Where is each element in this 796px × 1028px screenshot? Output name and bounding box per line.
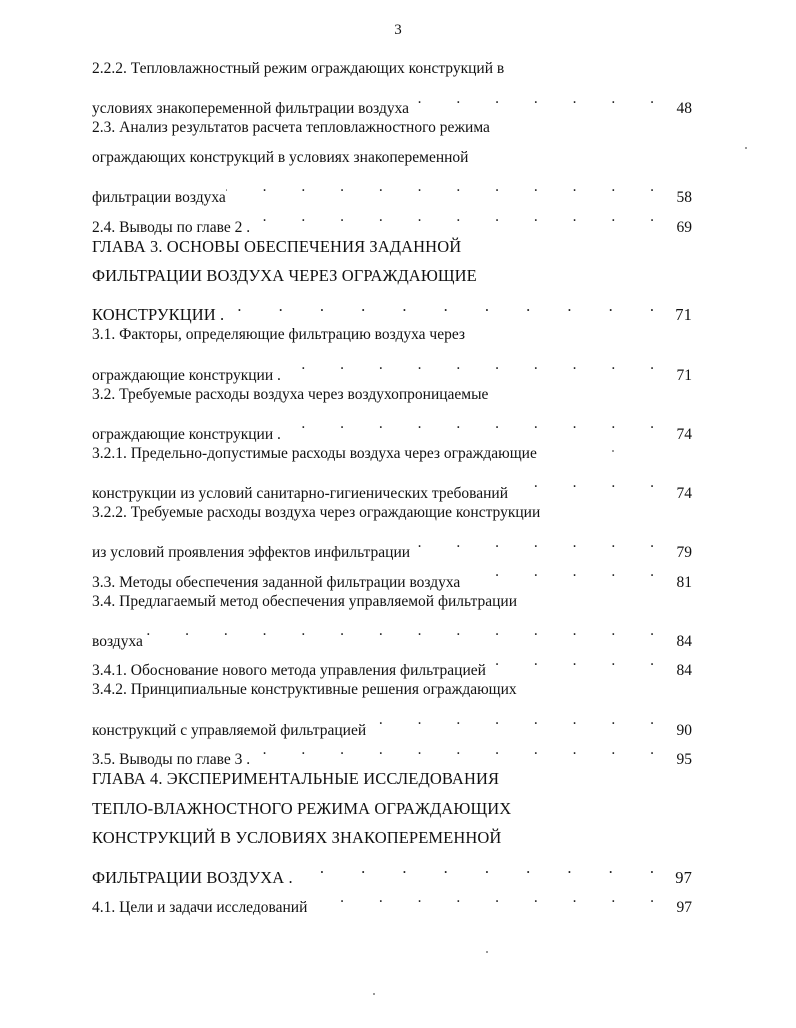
toc-entry-text: ГЛАВА 4. ЭКСПЕРИМЕНТАЛЬНЫЕ ИССЛЕДОВАНИЯ <box>92 769 500 789</box>
scan-speck <box>745 147 747 149</box>
toc-entry-text: ГЛАВА 3. ОСНОВЫ ОБЕСПЕЧЕНИЯ ЗАДАННОЙ <box>92 236 462 256</box>
toc-entry-text: 2.4. Выводы по главе 2 . <box>92 218 251 236</box>
toc-entry-text: ТЕПЛО-ВЛАЖНОСТНОГО РЕЖИМА ОГРАЖДАЮЩИХ <box>92 798 512 818</box>
toc-entry-text: КОНСТРУКЦИИ . <box>92 305 225 325</box>
dot-leader <box>250 735 658 765</box>
toc-chapter <box>92 232 692 325</box>
toc-entry-text: из условий проявления эффектов инфильтрации <box>92 544 411 562</box>
dot-leader <box>250 202 658 232</box>
toc-entry-text: фильтрации воздуха <box>92 188 226 206</box>
toc-entry-text: 2.3. Анализ результатов расчета тепловлажностного режима <box>92 119 490 137</box>
toc-section <box>92 202 692 236</box>
toc-page-number: 74 <box>676 484 692 502</box>
toc-entry-line <box>92 675 692 705</box>
toc-section <box>92 883 692 917</box>
toc-section <box>92 113 692 206</box>
toc-page-number: 71 <box>676 366 692 384</box>
toc-entry-text: ограждающие конструкции . <box>92 425 281 443</box>
toc-entry-line <box>92 794 692 824</box>
toc-entry-line <box>92 232 692 262</box>
toc-section <box>92 498 692 562</box>
toc-section <box>92 380 692 443</box>
toc-section <box>92 557 692 591</box>
dot-leader <box>409 84 658 114</box>
toc-entry-last-line <box>92 735 692 769</box>
toc-page-number: 71 <box>675 305 692 325</box>
dot-leader <box>281 350 658 380</box>
toc-entry-last-line <box>92 468 692 502</box>
page-number: 3 <box>394 22 402 38</box>
dot-leader <box>224 291 658 321</box>
toc-entry-line <box>92 261 692 291</box>
toc-entry-line <box>92 380 692 410</box>
dot-leader <box>460 557 658 587</box>
toc-entry-last-line <box>92 646 692 680</box>
scan-speck <box>373 993 375 995</box>
toc-entry-last-line <box>92 202 692 236</box>
toc-entry-text: 3.2.2. Требуемые расходы воздуха через ограждающие конструкции <box>92 503 541 521</box>
toc-entry-last-line <box>92 172 692 206</box>
toc-entry-last-line <box>92 409 692 443</box>
dot-leader <box>281 409 658 439</box>
toc-entry-last-line <box>92 291 692 325</box>
toc-page-number: 79 <box>676 544 692 562</box>
toc-entry-last-line <box>92 528 692 562</box>
dot-leader <box>143 616 658 646</box>
toc-entry-text: 2.2.2. Тепловлажностный режим ограждающих конструкций в <box>92 60 505 77</box>
dot-leader <box>486 646 658 676</box>
toc-section <box>92 735 692 769</box>
toc-entry-text: 3.3. Методы обеспечения заданной фильтрации воздуха <box>92 573 461 591</box>
toc-page-number: 48 <box>676 100 692 118</box>
toc-section <box>92 587 692 650</box>
toc-section <box>92 646 692 680</box>
toc-entry-line <box>92 54 692 84</box>
toc-entry-text: 3.4.2. Принципиальные конструктивные решения ограждающих <box>92 681 517 699</box>
toc-page-number: 84 <box>676 632 692 650</box>
toc-entry-line <box>92 439 692 469</box>
dot-leader <box>508 468 658 498</box>
toc-section <box>92 320 692 384</box>
toc-entry-line <box>92 143 692 173</box>
toc-entry-last-line <box>92 84 692 118</box>
toc-entry-line <box>92 764 692 794</box>
toc-entry-text: ограждающие конструкции . <box>92 366 281 384</box>
toc-page-number: 69 <box>676 218 692 236</box>
toc-section <box>92 439 692 502</box>
toc-page-number: 74 <box>676 425 692 443</box>
toc-entry-text: КОНСТРУКЦИЙ В УСЛОВИЯХ ЗНАКОПЕРЕМЕННОЙ <box>92 828 502 848</box>
toc-entry-text: 3.1. Факторы, определяющие фильтрацию воздуха через <box>92 326 466 344</box>
scan-speck <box>612 450 614 452</box>
toc-entry-text: конструкции из условий санитарно-гигиенических требований <box>92 484 509 502</box>
toc-section <box>92 675 692 739</box>
toc-entry-text: 3.5. Выводы по главе 3 . <box>92 751 251 769</box>
dot-leader <box>410 528 658 558</box>
toc-page-number: 97 <box>675 867 692 887</box>
scan-speck <box>486 951 488 953</box>
toc-entry-line <box>92 320 692 350</box>
toc-entry-last-line <box>92 853 692 887</box>
toc-entry-text: ограждающих конструкций в условиях знакопеременной <box>92 148 469 166</box>
toc-entry-text: 3.2. Требуемые расходы воздуха через воздухопроницаемые <box>92 385 489 403</box>
toc-entry-line <box>92 587 692 617</box>
toc-page-number: 81 <box>676 573 692 591</box>
toc-entry-line <box>92 498 692 528</box>
toc-chapter <box>92 764 692 887</box>
toc-entry-text: ФИЛЬТРАЦИИ ВОЗДУХА . <box>92 867 293 887</box>
toc-entry-line <box>92 823 692 853</box>
toc-entry-last-line <box>92 350 692 384</box>
toc-entry-text: ФИЛЬТРАЦИИ ВОЗДУХА ЧЕРЕЗ ОГРАЖДАЮЩИЕ <box>92 266 477 286</box>
dot-leader <box>293 853 658 883</box>
toc-section <box>92 54 692 118</box>
toc-entry-text: воздуха <box>92 632 143 650</box>
toc-entry-text: конструкций с управляемой фильтрацией <box>92 721 367 739</box>
toc-entry-last-line <box>92 705 692 739</box>
toc-entry-text: 3.2.1. Предельно-допустимые расходы воздуха через ограждающие <box>92 444 537 462</box>
toc-entry-text: 3.4.1. Обоснование нового метода управления фильтрацией <box>92 662 486 680</box>
dot-leader <box>307 883 658 913</box>
table-of-contents <box>92 54 692 917</box>
toc-page-number: 58 <box>676 188 692 206</box>
toc-entry-line <box>92 113 692 143</box>
dot-leader <box>226 172 658 202</box>
dot-leader <box>366 705 658 735</box>
toc-page-number: 84 <box>676 662 692 680</box>
toc-entry-last-line <box>92 616 692 650</box>
toc-page-number: 90 <box>676 721 692 739</box>
toc-entry-text: условиях знакопеременной фильтрации воздуха <box>92 100 410 118</box>
toc-page-number: 95 <box>676 751 692 769</box>
toc-page-number: 97 <box>676 899 692 917</box>
toc-entry-text: 4.1. Цели и задачи исследований <box>92 899 308 917</box>
toc-entry-last-line <box>92 883 692 917</box>
toc-entry-last-line <box>92 557 692 591</box>
toc-entry-text: 3.4. Предлагаемый метод обеспечения управляемой фильтрации <box>92 592 518 610</box>
